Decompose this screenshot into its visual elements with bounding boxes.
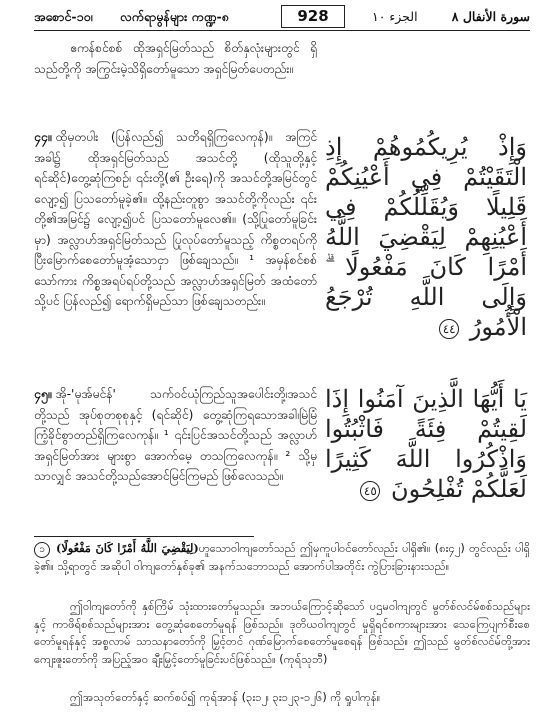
footnote-3: ဤအသုတ်တော်နှင့် ဆက်စပ်၍ ကုရ်အာန် (၃း၁၂၊ ၃း၁၂၃-၁၂၆) ကို ရှုပါကုန်။ (70, 691, 381, 704)
header-volume: အစောင်-၁၀၊ (34, 9, 93, 24)
verse-text: အို-'မုအ်မင်န်' သက်ဝင်ယုံကြည်သူအပေါင်းတို့၊အသင်တို့သည် အုပ်စုတစုစုနှင့် (ရင်ဆိုင်) တွေ့ဆုံကြရသောအခါ၊မြဲမြံကြံ့ခိုင်စွာတည်ရှိကြလေကုန်။ ¹ ၎င်းပြင်အသင်တို့သည် အလ္လာဟ်အရှင်မြတ်အား များစွာ အောက်မေ့ တသကြလေကုန်။ ² သို့မှသာလျှင် အသင်တို့သည်အောင်မြင်ကြမည် ဖြစ်လေသည်။ (34, 387, 317, 483)
arabic-verse-45 (325, 384, 527, 504)
verse-text: ထိုမှတပါး (ပြန်လည်၍ သတိရရှိကြလေကုန်)။ အကြင်အခါ၌ ထိုအရှင်မြတ်သည် အသင်တို့ (ထိုသူတို့နှင့် ရင်ဆိုင်)တွေ့ဆုံကြစဉ်၊ ၎င်းတို့(၏ ဦးရေ)ကို အသင်တို့အမြင်တွင် လျော့၍ ပြသတော်မူခဲ့၏။ ထို့နည်းတူစွာ အသင်တို့ကိုလည်း ၎င်းတို့၏အမြင်၌ လျော့၍ပင် ပြသတော်မူလေ၏။ (သို့ပြုတော်မူခြင်းမှာ) အလ္လာဟ်အရှင်မြတ်သည် ပြုလုပ်တော်မူသည့် ကိစ္စတရပ်ကို ပြီးမြောက်စေတော်မူအံ့သောငှာ ဖြစ်ချေသည်။ ¹ အမှန်စင်စစ်သော်ကား ကိစ္စအရပ်ရပ်တို့သည် အလ္လာဟ်အရှင်မြတ် အထံတော်သို့ပင် ပြန်လည်၍ ရောက်ရှိမည်သာ ဖြစ်ချေသတည်း။ (34, 130, 317, 308)
arabic-verse-44 (325, 132, 527, 342)
page-header (34, 6, 530, 31)
arabic-text: وَإِذْ يُرِيكُمُوهُمْ إِذِ الْتَقَيْتُمْ فِي أَعْيُنِكُمْ قَلِيلًا وَيُقَلِّلُكُمْ فِي أَعْيُنِهِمْ لِيَقْضِيَ اللَّهُ أَمْرًا كَانَ مَفْعُولًا ۗ وَإِلَى اللَّهِ تُرْجَعُ الْأُمُورُ (325, 133, 527, 341)
footnote-text: ဟူသောဝါကျတော်သည် ဤမှကူပါဝင်တော်လည်း ပါရှိ၏။ (၈း၄၂) တွင်လည်း ပါရှိခဲ့၏။ သို့ရာတွင် အဆိုပါ ဝါကျတော်နှစ်ခု၏ အနက်သဘောသည် အောက်ပါအတိုင်း ကွဲပြားခြားနားသည်။ (34, 542, 530, 573)
verse-end-marker: ٤٤ (439, 319, 459, 339)
page-number: 928 (281, 5, 345, 28)
footnote-2: ဤဝါကျတော်ကို နှစ်ကြိမ် သုံးထားတော်မူသည်။ အဘယ်ကြောင့်ဆိုသော် ပဌမဝါကျတွင် မွတ်စ်လင်မ်စစ်သည်များနှင့် ကာဖိရ်စစ်သည်များအား တွေ့ဆုံစေတော်မူရန် ဖြစ်သည်။ ဒုတိယဝါကျတွင် မှုရှိရင်စကားများအား သေကြေပျက်စီးစေတော်မူရန်နှင့် အစ္စလာမ် သာသနာတော်ကို မြှင့်တင် ဂုဏ်မြောက်စေတော်မူစေရန် ဖြစ်သည်။ ဤသည် မွတ်စ်လင်မ်တို့အား ကျေးဇူးတော်ကို အပြည့်အဝ ချီးမြှင့်တော်မူခြင်းပင်ဖြစ်သည်။ (ကုရ်သုဘီ) (34, 600, 530, 666)
verse-44-translation (34, 127, 317, 312)
footnote-marker: ၁ (34, 542, 50, 558)
verse-45-translation (34, 384, 317, 487)
verse-end-marker: ٤٥ (360, 481, 380, 501)
footnote-arabic-quote: (لِيَقْضِيَ اللَّهُ أَمْرًا كَانَ مَفْعُولًا) (56, 541, 199, 555)
header-juz: الجزء ١٠ (372, 9, 418, 24)
verse-number: ၄၄။ (34, 130, 52, 144)
verse-number: ၄၅။ (34, 387, 52, 401)
header-section: လက်ရာမွန်များ ကဏ္ဍ-၈ (120, 9, 229, 24)
header-surah: سورة الأنفال ٨ (451, 9, 530, 24)
intro-paragraph: ဧကန်စင်စစ် ထိုအရှင်မြတ်သည် စိတ်နှလုံးများတွင် ရှိသည်တို့ကို အကြွင်းမဲ့သိရှိတော်မူသော အရှင်မြတ်ပေတည်း။ (34, 41, 317, 76)
footnote-divider (34, 536, 254, 537)
footnote-1 (34, 540, 530, 576)
arabic-text: يَا أَيُّهَا الَّذِينَ آمَنُوا إِذَا لَقِيتُمْ فِئَةً فَاثْبُتُوا وَاذْكُرُوا اللَّهَ كَثِيرًا لَعَلَّكُمْ تُفْلِحُونَ (325, 385, 527, 503)
